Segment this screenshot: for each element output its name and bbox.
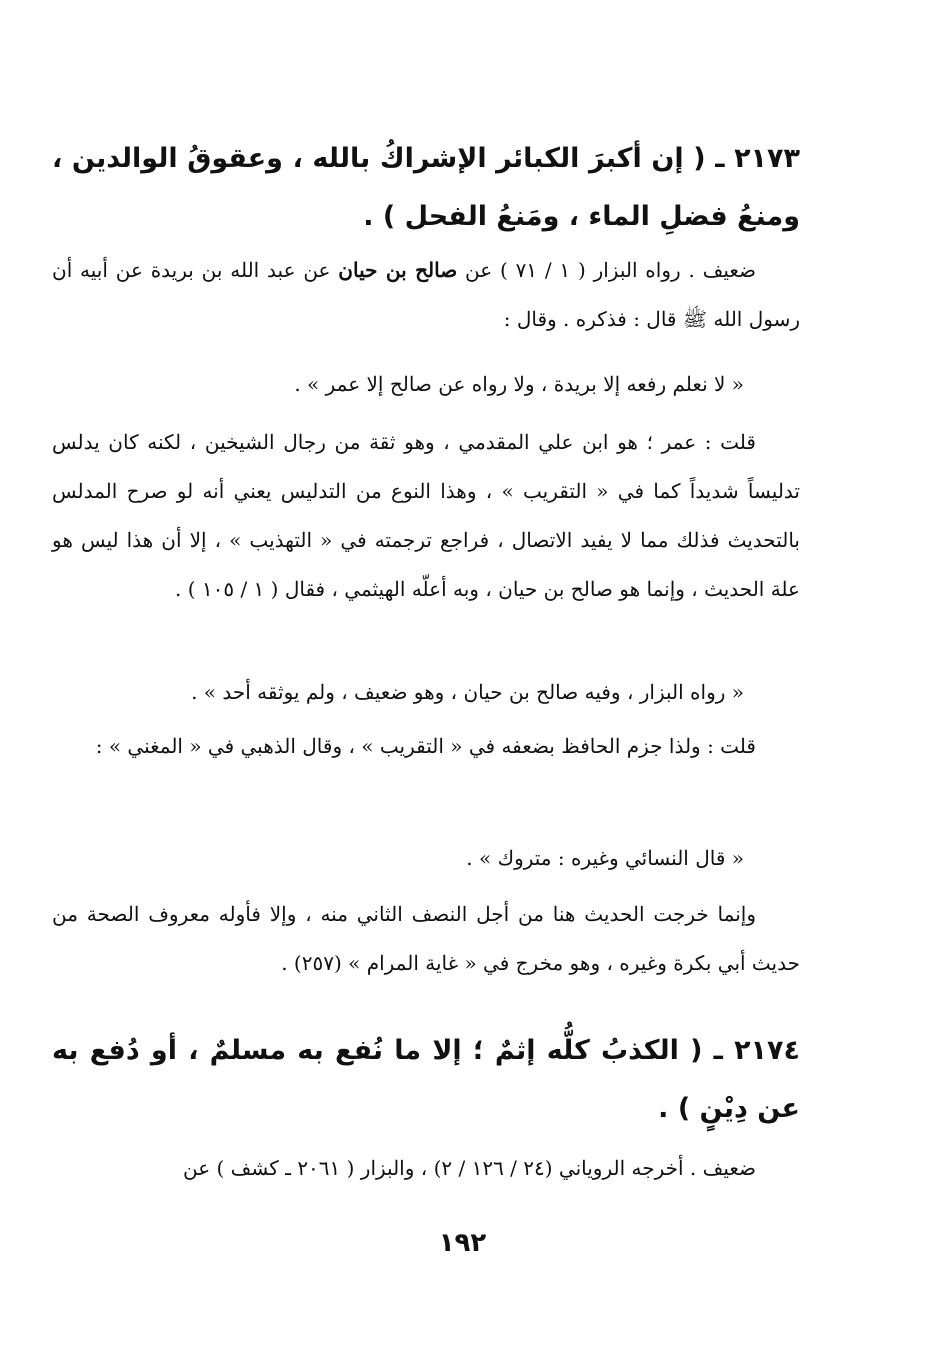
nasai-quote: « قال النسائي وغيره : متروك » .	[466, 846, 744, 870]
haythami-quote: « رواه البزار ، وفيه صالح بن حيان ، وهو ضعيف ، ولم يوثقه أحد » .	[191, 680, 744, 704]
narrator-name: صالح بن حيان	[338, 258, 458, 282]
commentary-2173-dhahabi: قلت : ولذا جزم الحافظ بضعفه في « التقريب » ، وقال الذهبي في « المغني » :	[95, 734, 756, 758]
hadith-2174-heading: ٢١٧٤ ـ ( الكذبُ كلُّه إثمٌ ؛ إلا ما نُفع به مسلمٌ ، أو دُفع به عن دِيْنٍ ) .	[52, 1035, 800, 1124]
source-lead: ضعيف . رواه البزار ( ١ / ٧١ ) عن	[457, 258, 757, 282]
hadith-2173-heading: ٢١٧٣ ـ ( إن أكبرَ الكبائر الإشراكُ بالله ، وعقوقُ الوالدين ، ومنعُ فضلِ الماء ، ومَنعُ الفحل ) .	[52, 143, 800, 232]
commentary-2174-source: ضعيف . أخرجه الروياني (٢٤ / ١٢٦ / ٢) ، والبزار ( ٢٠٦١ ـ كشف ) عن	[182, 1156, 756, 1180]
source-tail: عن عبد الله بن بريدة عن أبيه أن رسول الله ﷺ قال : فذكره . وقال :	[52, 258, 800, 331]
commentary-2173-note: قلت : عمر ؛ هو ابن علي المقدمي ، وهو ثقة من رجال الشيخين ، لكنه كان يدلس تدليساً شديداً كما في « التقريب » ، وهذا النوع من التدليس يعني أنه لو صرح المدلس بالتحديث فذلك مما لا يفيد الاتصال ، فراجع ترجمته في « التهذيب » ، إلا أن هذا ليس هو علة الحديث ، وإنما هو صالح بن حيان ، وبه أعلّه الهيثمي ، فقال ( ١ / ١٠٥ ) .	[52, 430, 800, 601]
commentary-2173-source	[52, 246, 800, 344]
commentary-2173-closing: وإنما خرجت الحديث هنا من أجل النصف الثاني منه ، وإلا فأوله معروف الصحة من حديث أبي بكرة وغيره ، وهو مخرج في « غاية المرام » (٢٥٧) .	[52, 902, 800, 975]
page-number: ١٩٢	[438, 1228, 487, 1258]
bazzar-quote: « لا نعلم رفعه إلا بريدة ، ولا رواه عن صالح إلا عمر » .	[294, 372, 744, 396]
